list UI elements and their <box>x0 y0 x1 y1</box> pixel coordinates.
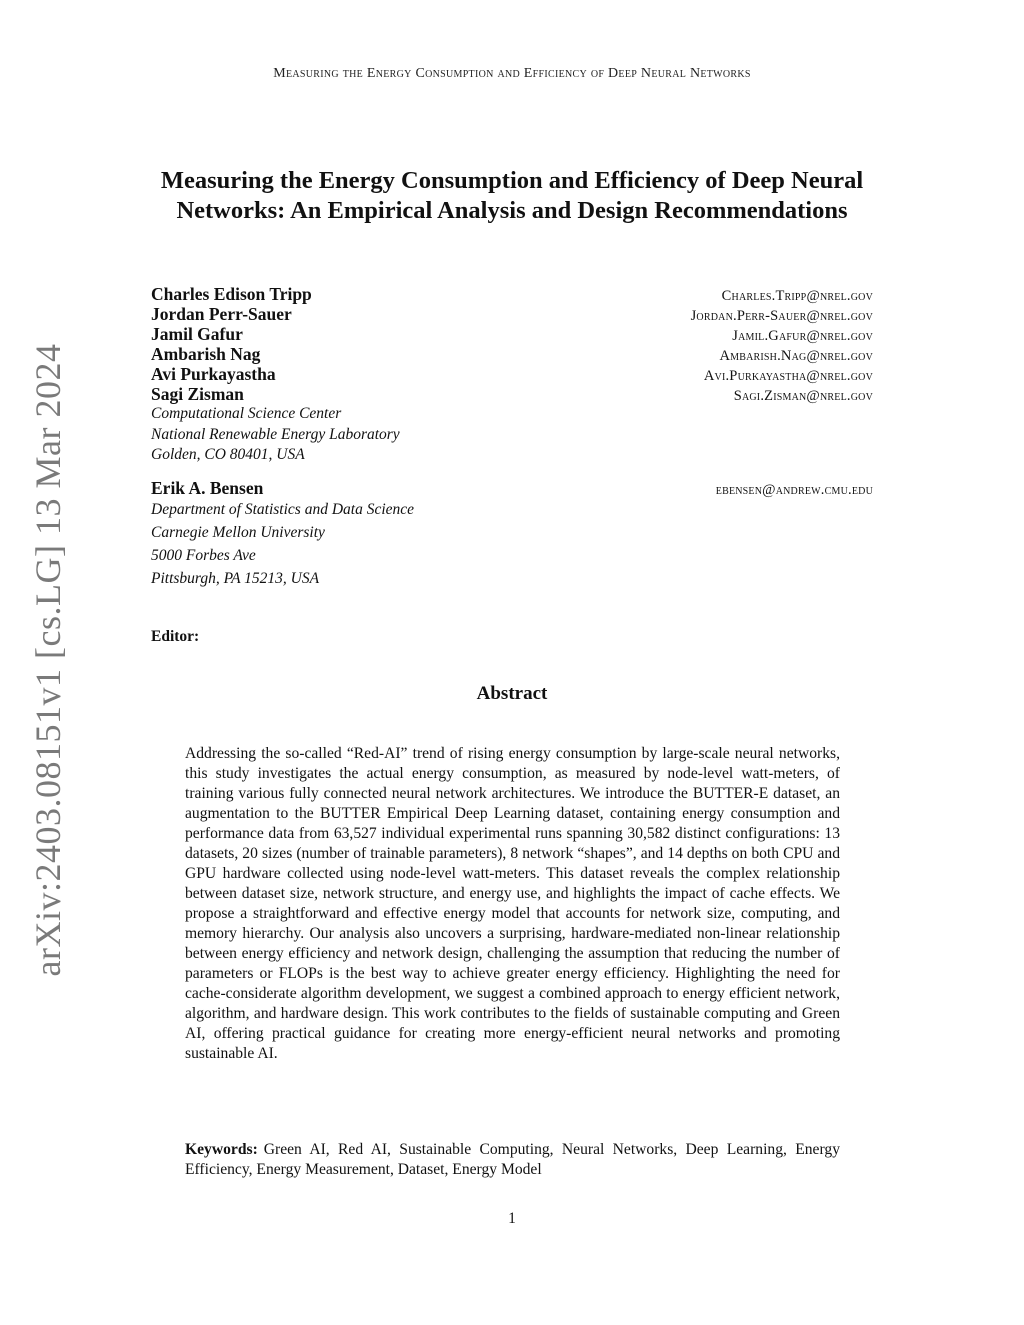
running-head: Measuring the Energy Consumption and Efficiency of Deep Neural Networks <box>273 66 751 81</box>
affiliation-line: National Renewable Energy Laboratory <box>151 425 400 443</box>
affiliation-cmu <box>151 498 873 590</box>
keywords-list: Green AI, Red AI, Sustainable Computing, Neural Networks, Deep Learning, Energy Efficiency, Energy Measurement, Dataset, Energy Model <box>185 1141 840 1178</box>
author-email[interactable]: Ambarish.Nag@nrel.gov <box>719 348 873 364</box>
author-block-cmu <box>151 478 873 590</box>
affiliation-nrel <box>151 404 873 466</box>
author-row <box>151 304 873 324</box>
author-row <box>151 384 873 404</box>
author-row <box>151 284 873 304</box>
author-email[interactable]: Charles.Tripp@nrel.gov <box>721 288 873 304</box>
affiliation-line: Carnegie Mellon University <box>151 524 325 541</box>
author-name: Jamil Gafur <box>151 324 243 344</box>
affiliation-line: Department of Statistics and Data Science <box>151 501 415 518</box>
author-row <box>151 364 873 384</box>
page-number: 1 <box>508 1210 516 1227</box>
abstract-heading: Abstract <box>476 683 548 704</box>
author-name: Sagi Zisman <box>151 384 244 404</box>
affiliation-line: Golden, CO 80401, USA <box>151 446 305 463</box>
paper-title: Measuring the Energy Consumption and Efficiency of Deep Neural Networks: An Empirical Analysis and Design Recommendations <box>160 167 864 224</box>
author-email[interactable]: Sagi.Zisman@nrel.gov <box>733 388 873 404</box>
author-name: Ambarish Nag <box>151 344 261 364</box>
author-name: Avi Purkayastha <box>151 364 276 384</box>
affiliation-line: Pittsburgh, PA 15213, USA <box>151 570 320 587</box>
author-row <box>151 324 873 344</box>
author-name: Charles Edison Tripp <box>151 284 312 304</box>
author-row <box>151 344 873 364</box>
keywords-label: Keywords: <box>185 1141 258 1158</box>
editor-label: Editor: <box>151 628 200 645</box>
abstract-body: Addressing the so-called “Red-AI” trend of rising energy consumption by large-scale neural networks, this study investigates the actual energy consumption, as measured by node-level watt-meters, of training various fully connected neural network architectures. We introduce the BUTTER-E dataset, an augmentation to the BUTTER Empirical Deep Learning dataset, containing energy consumption and performance data from 63,527 individual experimental runs spanning 30,582 distinct configurations: 13 datasets, 20 sizes (number of trainable parameters), 8 network “shapes”, and 14 depths on both CPU and GPU hardware collected using node-level watt-meters. This dataset reveals the complex relationship between dataset size, network structure, and energy use, and highlights the impact of cache effects. We propose a straightforward and effective energy model that accounts for network size, computing, and memory hierarchy. Our analysis also uncovers a surprising, hardware-mediated non-linear relationship between energy efficiency and network design, challenging the assumption that reducing the number of parameters or FLOPs is the best way to achieve greater energy efficiency. Highlighting the need for cache-considerate algorithm development, we suggest a combined approach to energy efficient network, algorithm, and hardware design. This work contributes to the fields of sustainable computing and Green AI, offering practical guidance for creating more energy-efficient neural networks and promoting sustainable AI. <box>185 745 840 1062</box>
author-email[interactable]: ebensen@andrew.cmu.edu <box>715 482 873 498</box>
author-email[interactable]: Avi.Purkayastha@nrel.gov <box>703 368 873 384</box>
arxiv-identifier-text: arXiv:2403.08151v1 [cs.LG] 13 Mar 2024 <box>28 343 68 977</box>
author-email[interactable]: Jordan.Perr-Sauer@nrel.gov <box>690 308 873 324</box>
author-row <box>151 478 873 498</box>
author-email[interactable]: Jamil.Gafur@nrel.gov <box>732 328 873 344</box>
affiliation-line: Computational Science Center <box>151 405 342 422</box>
keywords-paragraph <box>185 1140 840 1180</box>
author-block-nrel <box>151 284 873 466</box>
author-name: Jordan Perr-Sauer <box>151 304 292 324</box>
affiliation-line: 5000 Forbes Ave <box>151 547 256 564</box>
author-name: Erik A. Bensen <box>151 478 264 498</box>
